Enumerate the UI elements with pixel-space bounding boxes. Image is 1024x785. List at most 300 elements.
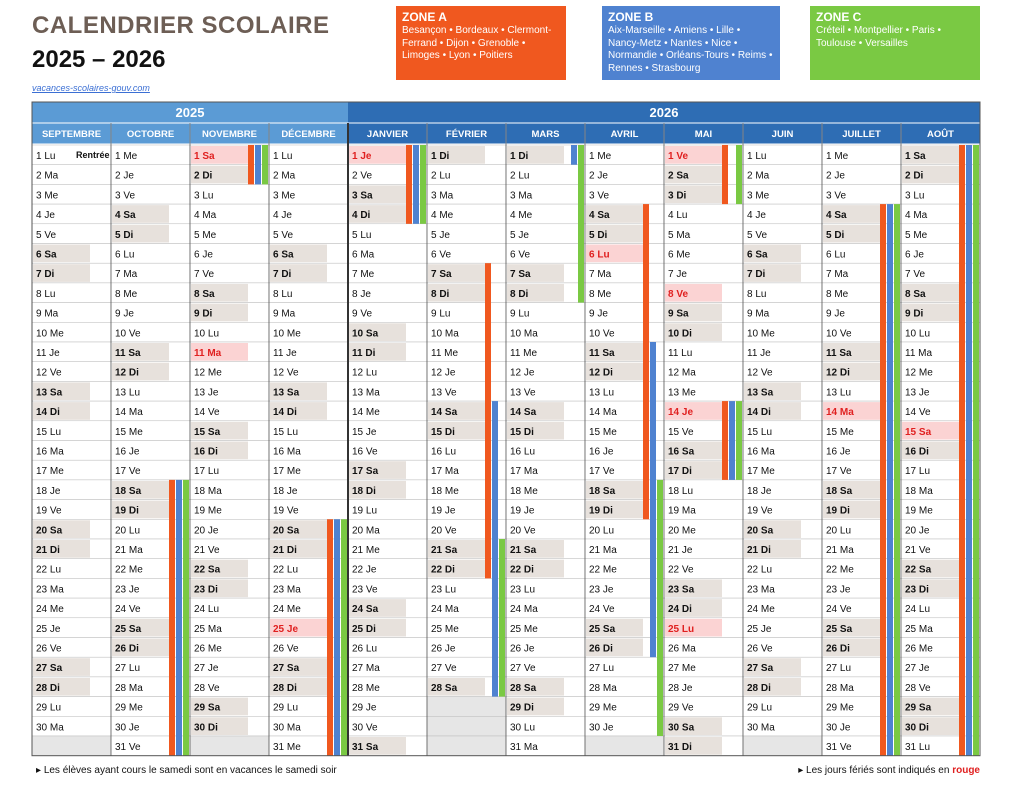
day-label: 16 Lu (510, 446, 536, 458)
day-label: 25 Sa (115, 623, 142, 635)
day-label: 6 Ma (352, 249, 375, 261)
day-label: 4 Sa (589, 210, 610, 222)
footer-left-text: Les élèves ayant cours le samedi sont en vacances le samedi soir (43, 765, 337, 776)
day-label: 4 Je (273, 210, 292, 222)
day-label: 24 Ma (431, 604, 459, 616)
vacation-bar-zone-c (499, 539, 505, 697)
day-label: 6 Ve (431, 249, 452, 261)
day-label: 12 Me (194, 367, 222, 379)
day-label: 14 Ve (905, 407, 931, 419)
day-label: 12 Lu (352, 367, 378, 379)
day-label: 14 Ma (115, 407, 143, 419)
day-label: 20 Sa (747, 525, 774, 537)
day-label: 3 Lu (194, 190, 214, 202)
day-label: 6 Ve (510, 249, 531, 261)
day-label: 31 Di (668, 742, 692, 753)
day-label: 11 Je (273, 348, 297, 359)
day-label: 24 Lu (194, 604, 220, 616)
day-label: 22 Me (589, 564, 617, 576)
vacation-bar-zone-a (959, 145, 965, 756)
day-label: 23 Sa (668, 584, 695, 596)
day-label: 30 Ma (36, 722, 64, 734)
day-label: 9 Di (194, 308, 213, 320)
day-label: 4 Lu (668, 210, 688, 222)
day-label: 21 Sa (510, 545, 537, 556)
day-label: 24 Ma (510, 604, 538, 616)
vacation-bar-zone-a (880, 204, 886, 756)
day-label: 28 Ve (194, 682, 220, 694)
empty-cell (190, 736, 269, 756)
day-label: 30 Je (589, 722, 614, 734)
day-label: 20 Je (194, 525, 219, 537)
day-label: 13 Lu (115, 387, 141, 399)
empty-cell (427, 736, 506, 756)
day-label: 21 Ma (826, 545, 854, 556)
zone-b-cities: Aix-Marseille • Amiens • Lille • Nancy-Metz • Nantes • Nice • Normandie • Orléans-Tours • Reims • Rennes • Strasbourg (608, 25, 773, 74)
zone-c-label: ZONE C (816, 10, 862, 24)
day-label: 7 Ve (905, 269, 926, 281)
day-label: 28 Di (747, 682, 771, 694)
zone-a-cities: Besançon • Bordeaux • Clermont-Ferrand • Dijon • Grenoble • Limoges • Lyon • Poitiers (402, 25, 552, 61)
day-label: 31 Lu (905, 742, 931, 753)
day-label: 16 Je (115, 446, 140, 458)
vacation-bar-zone-a (722, 145, 728, 204)
day-label: 12 Ve (36, 367, 62, 379)
day-label: 3 Di (668, 190, 687, 202)
rentree-note: Rentrée (76, 150, 110, 160)
day-label: 29 Lu (273, 702, 299, 714)
day-label: 14 Me (352, 407, 380, 419)
day-label: 24 Me (747, 604, 775, 616)
day-label: 25 Sa (826, 623, 853, 635)
day-label: 10 Me (273, 328, 301, 340)
day-label: 22 Sa (905, 564, 932, 576)
bullet-icon: ▸ (36, 765, 44, 776)
day-label: 26 Ve (36, 643, 62, 655)
month-name: DÉCEMBRE (281, 129, 336, 140)
day-label: 27 Sa (36, 663, 63, 675)
day-label: 24 Ve (115, 604, 141, 616)
day-label: 31 Ma (510, 742, 538, 753)
day-label: 27 Ma (352, 663, 380, 675)
day-label: 6 Lu (589, 249, 610, 261)
day-label: 22 Je (352, 564, 377, 576)
day-label: 19 Je (431, 505, 456, 517)
day-label: 12 Ve (273, 367, 299, 379)
day-label: 9 Je (115, 308, 134, 320)
vacation-bar-zone-a (722, 401, 728, 480)
day-label: 2 Di (194, 170, 213, 182)
day-label: 14 Ve (194, 407, 220, 419)
day-label: 30 Sa (668, 722, 695, 734)
day-label: 29 Me (589, 702, 617, 714)
day-label: 26 Je (431, 643, 456, 655)
day-label: 19 Di (589, 505, 613, 517)
day-label: 19 Je (510, 505, 535, 517)
day-label: 14 Je (668, 407, 694, 419)
day-label: 9 Je (589, 308, 608, 320)
day-label: 23 Lu (431, 584, 457, 596)
day-label: 10 Ve (115, 328, 141, 340)
empty-cell (427, 716, 506, 736)
day-label: 4 Ma (194, 210, 217, 222)
day-label: 30 Ma (273, 722, 301, 734)
month-name: SEPTEMBRE (41, 129, 102, 140)
day-label: 9 Sa (668, 308, 689, 320)
day-label: 3 Lu (905, 190, 925, 202)
day-label: 4 Je (747, 210, 766, 222)
day-label: 7 Ma (826, 269, 849, 281)
day-label: 20 Je (905, 525, 930, 537)
day-label: 13 Me (668, 387, 696, 399)
day-label: 21 Di (747, 545, 771, 556)
day-label: 26 Je (510, 643, 535, 655)
vacation-bar-zone-c (183, 480, 189, 756)
day-label: 18 Je (36, 485, 61, 497)
day-label: 11 Lu (668, 348, 693, 359)
day-label: 29 Sa (194, 702, 221, 714)
day-label: 11 Je (36, 348, 60, 359)
day-label: 27 Me (668, 663, 696, 675)
day-label: 31 Sa (352, 742, 379, 753)
day-label: 16 Je (826, 446, 851, 458)
day-label: 26 Di (826, 643, 850, 655)
day-label: 4 Di (352, 210, 371, 222)
day-label: 30 Ve (352, 722, 378, 734)
day-label: 21 Ve (905, 545, 931, 556)
day-label: 5 Me (905, 229, 928, 241)
day-label: 9 Ma (747, 308, 770, 320)
day-label: 18 Sa (115, 485, 142, 497)
empty-cell (585, 736, 664, 756)
day-label: 7 Di (747, 269, 766, 281)
day-label: 8 Me (589, 288, 612, 300)
day-label: 8 Lu (747, 288, 767, 300)
day-label: 21 Ma (589, 545, 617, 556)
day-label: 1 Sa (194, 151, 215, 162)
day-label: 9 Ma (36, 308, 59, 320)
day-label: 20 Sa (273, 525, 300, 537)
vacation-bar-zone-a (406, 145, 412, 224)
day-label: 4 Me (431, 210, 454, 222)
day-label: 31 Ve (115, 742, 141, 753)
day-label: 8 Sa (194, 288, 215, 300)
day-label: 27 Ve (510, 663, 536, 675)
day-label: 19 Ve (273, 505, 299, 517)
day-label: 9 Lu (431, 308, 451, 320)
day-label: 19 Me (194, 505, 222, 517)
day-label: 1 Lu (273, 151, 293, 162)
day-label: 28 Ma (826, 682, 854, 694)
day-label: 10 Me (36, 328, 64, 340)
day-label: 6 Sa (273, 249, 294, 261)
day-label: 14 Sa (510, 407, 537, 419)
day-label: 15 Di (431, 426, 455, 438)
day-label: 10 Me (747, 328, 775, 340)
day-label: 3 Ma (510, 190, 533, 202)
day-label: 15 Ve (668, 426, 694, 438)
day-label: 31 Ve (826, 742, 852, 753)
day-label: 13 Je (194, 387, 219, 399)
day-label: 4 Sa (115, 210, 136, 222)
day-label: 28 Ma (115, 682, 143, 694)
day-label: 2 Lu (510, 170, 530, 182)
day-label: 27 Ve (431, 663, 457, 675)
vacation-bar-zone-b (571, 145, 577, 165)
day-label: 15 Lu (36, 426, 62, 438)
empty-cell (743, 736, 822, 756)
day-label: 21 Ve (194, 545, 220, 556)
day-label: 8 Sa (905, 288, 926, 300)
day-label: 25 Je (747, 623, 772, 635)
day-label: 30 Je (115, 722, 140, 734)
footer-note-saturday (36, 765, 337, 776)
website-link[interactable]: vacances-scolaires-gouv.com (32, 83, 150, 93)
vacation-bar-zone-a (485, 263, 491, 578)
day-label: 4 Ma (905, 210, 928, 222)
day-label: 6 Je (905, 249, 924, 261)
vacation-bar-zone-c (262, 145, 268, 184)
day-label: 9 Di (905, 308, 924, 320)
day-label: 25 Ma (905, 623, 933, 635)
vacation-bar-zone-b (413, 145, 419, 224)
day-label: 22 Lu (747, 564, 773, 576)
month-name: NOVEMBRE (202, 129, 257, 140)
day-label: 30 Di (194, 722, 218, 734)
day-label: 13 Lu (826, 387, 852, 399)
day-label: 16 Ma (747, 446, 775, 458)
day-label: 1 Me (589, 151, 612, 162)
day-label: 18 Lu (668, 485, 694, 497)
day-label: 6 Me (668, 249, 691, 261)
calendar-title: CALENDRIER SCOLAIRE (32, 12, 330, 39)
day-label: 10 Ma (431, 328, 459, 340)
day-label: 11 Me (431, 348, 459, 359)
day-label: 25 Me (510, 623, 538, 635)
month-name: FÉVRIER (445, 129, 488, 140)
day-label: 20 Ma (352, 525, 380, 537)
vacation-bar-zone-a (248, 145, 254, 184)
day-label: 14 Di (36, 407, 60, 419)
day-label: 18 Me (510, 485, 538, 497)
day-label: 27 Sa (747, 663, 774, 675)
day-label: 22 Ve (668, 564, 694, 576)
day-label: 5 Di (115, 229, 134, 241)
month-name: JUIN (771, 129, 794, 140)
day-label: 6 Lu (115, 249, 135, 261)
day-label: 18 Sa (826, 485, 853, 497)
vacation-bar-zone-b (650, 342, 656, 657)
day-label: 5 Ve (36, 229, 57, 241)
day-label: 7 Je (668, 269, 687, 281)
month-name: MARS (531, 129, 560, 140)
day-label: 8 Lu (273, 288, 293, 300)
day-label: 29 Lu (747, 702, 773, 714)
day-label: 26 Me (905, 643, 933, 655)
day-label: 5 Ve (747, 229, 768, 241)
day-label: 21 Di (273, 545, 297, 556)
day-label: 10 Di (668, 328, 692, 340)
day-label: 14 Di (273, 407, 297, 419)
day-label: 10 Sa (352, 328, 379, 340)
day-label: 10 Lu (194, 328, 220, 340)
day-label: 2 Sa (668, 170, 689, 182)
day-label: 22 Di (510, 564, 534, 576)
day-label: 21 Sa (431, 545, 458, 556)
calendar-years: 2025 – 2026 (32, 46, 166, 73)
day-label: 11 Me (510, 348, 538, 359)
day-label: 29 Sa (905, 702, 932, 714)
day-label: 8 Di (510, 288, 529, 300)
day-label: 8 Lu (36, 288, 56, 300)
day-label: 21 Di (36, 545, 60, 556)
day-label: 18 Ma (905, 485, 933, 497)
day-label: 21 Me (352, 545, 380, 556)
footer-red-word: rouge (952, 765, 980, 776)
day-label: 29 Ve (668, 702, 694, 714)
day-label: 19 Lu (352, 505, 378, 517)
day-label: 14 Sa (431, 407, 458, 419)
day-label: 12 Je (510, 367, 535, 379)
day-label: 15 Me (589, 426, 617, 438)
day-label: 7 Ma (589, 269, 612, 281)
day-label: 5 Me (194, 229, 217, 241)
day-label: 16 Lu (431, 446, 457, 458)
day-label: 29 Me (115, 702, 143, 714)
day-label: 11 Sa (115, 348, 141, 359)
day-label: 12 Me (905, 367, 933, 379)
day-label: 25 Je (273, 623, 299, 635)
day-label: 5 Di (589, 229, 608, 241)
month-name: AVRIL (610, 129, 639, 140)
day-label: 20 Lu (826, 525, 852, 537)
day-label: 25 Me (431, 623, 459, 635)
day-label: 12 Di (826, 367, 850, 379)
day-label: 13 Sa (36, 387, 63, 399)
day-label: 19 Ma (668, 505, 696, 517)
day-label: 22 Me (826, 564, 854, 576)
day-label: 15 Me (826, 426, 854, 438)
day-label: 29 Di (510, 702, 534, 714)
day-label: 17 Ve (589, 466, 615, 478)
empty-cell (32, 736, 111, 756)
day-label: 28 Di (36, 682, 60, 694)
year-2025-label: 2025 (175, 105, 205, 120)
day-label: 20 Sa (36, 525, 63, 537)
day-label: 6 Je (194, 249, 213, 261)
day-label: 25 Di (352, 623, 376, 635)
day-label: 23 Ma (273, 584, 301, 596)
day-label: 7 Ma (115, 269, 138, 281)
day-label: 16 Sa (668, 446, 695, 458)
day-label: 17 Ma (510, 466, 538, 478)
day-label: 8 Me (826, 288, 849, 300)
day-label: 18 Di (352, 485, 376, 497)
day-label: 26 Ma (668, 643, 696, 655)
day-label: 1 Lu (36, 151, 56, 162)
day-label: 27 Sa (273, 663, 300, 675)
day-label: 23 Je (589, 584, 614, 596)
day-label: 7 Sa (510, 269, 531, 281)
day-label: 12 Di (589, 367, 613, 379)
day-label: 8 Me (115, 288, 138, 300)
day-label: 5 Je (510, 229, 529, 241)
day-label: 24 Sa (352, 604, 379, 616)
day-label: 12 Je (431, 367, 456, 379)
day-label: 8 Ve (668, 288, 689, 300)
day-label: 17 Me (36, 466, 64, 478)
day-label: 14 Di (747, 407, 771, 419)
day-label: 30 Je (826, 722, 851, 734)
day-label: 28 Sa (510, 682, 537, 694)
day-label: 22 Lu (273, 564, 299, 576)
day-label: 3 Me (747, 190, 770, 202)
day-label: 19 Di (826, 505, 850, 517)
day-label: 18 Sa (589, 485, 616, 497)
day-label: 13 Lu (589, 387, 615, 399)
day-label: 19 Di (115, 505, 139, 517)
day-label: 9 Ve (352, 308, 373, 320)
day-label: 27 Je (194, 663, 219, 675)
day-label: 24 Ve (826, 604, 852, 616)
day-label: 17 Lu (905, 466, 931, 478)
day-label: 30 Lu (510, 722, 536, 734)
day-label: 3 Sa (352, 190, 373, 202)
day-label: 5 Lu (352, 229, 372, 241)
vacation-bar-zone-b (966, 145, 972, 756)
footer-right-text: Les jours fériés sont indiqués en (806, 765, 950, 776)
day-label: 26 Me (194, 643, 222, 655)
day-label: 31 Me (273, 742, 301, 753)
day-label: 20 Ve (510, 525, 536, 537)
day-label: 11 Di (352, 348, 376, 359)
day-label: 4 Me (510, 210, 533, 222)
day-label: 9 Ma (273, 308, 296, 320)
day-label: 7 Ve (194, 269, 215, 281)
day-label: 28 Sa (431, 682, 458, 694)
day-label: 26 Di (589, 643, 613, 655)
year-2026-label: 2026 (649, 105, 679, 120)
day-label: 20 Ve (431, 525, 457, 537)
vacation-bar-zone-c (736, 401, 742, 480)
day-label: 29 Je (352, 702, 377, 714)
day-label: 15 Di (510, 426, 534, 438)
day-label: 2 Ma (273, 170, 296, 182)
day-label: 22 Lu (36, 564, 62, 576)
day-label: 23 Ma (747, 584, 775, 596)
day-label: 22 Sa (194, 564, 221, 576)
day-label: 21 Ma (115, 545, 143, 556)
day-label: 15 Sa (194, 426, 221, 438)
day-label: 29 Lu (36, 702, 62, 714)
day-label: 6 Sa (747, 249, 768, 261)
day-label: 23 Ve (352, 584, 378, 596)
day-label: 2 Je (826, 170, 845, 182)
day-label: 2 Ma (747, 170, 770, 182)
day-label: 3 Me (273, 190, 296, 202)
day-label: 15 Sa (905, 426, 932, 438)
day-label: 24 Me (36, 604, 64, 616)
day-label: 1 Lu (747, 151, 767, 162)
day-label: 11 Sa (826, 348, 852, 359)
vacation-bar-zone-b (729, 401, 735, 480)
day-label: 2 Je (115, 170, 134, 182)
day-label: 5 Ve (273, 229, 294, 241)
day-label: 17 Ve (826, 466, 852, 478)
zone-b-label: ZONE B (608, 10, 654, 24)
day-label: 14 Ma (589, 407, 617, 419)
day-label: 13 Ve (431, 387, 457, 399)
